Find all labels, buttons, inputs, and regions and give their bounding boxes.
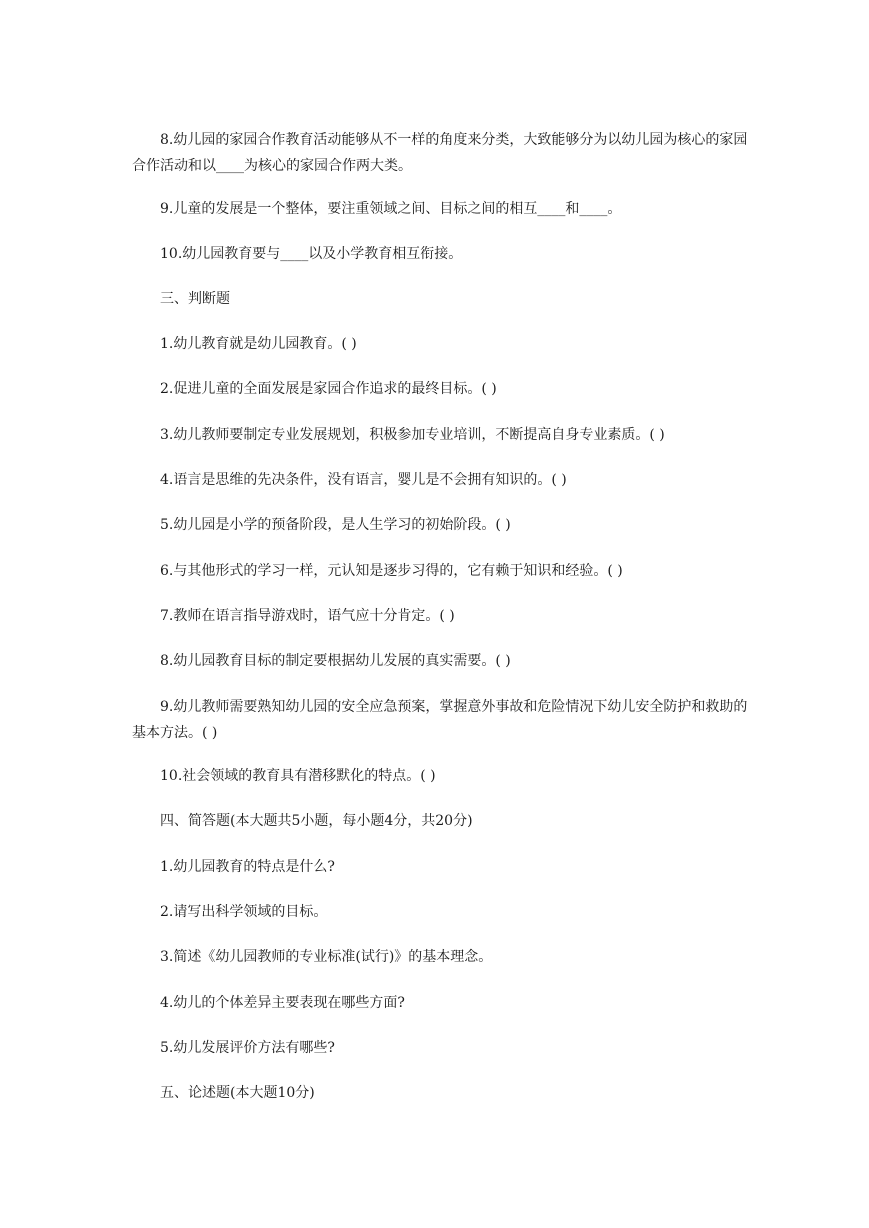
true-false-question-1: 1.幼儿教育就是幼儿园教育。( ) [160,336,357,352]
true-false-question-7: 7.教师在语言指导游戏时，语气应十分肯定。( ) [160,608,455,624]
short-answer-question-4: 4.幼儿的个体差异主要表现在哪些方面? [160,995,405,1011]
fill-blank-question-9: 9.儿童的发展是一个整体，要注重领域之间、目标之间的相互____和____。 [160,201,622,217]
short-answer-question-5: 5.幼儿发展评价方法有哪些? [160,1040,335,1056]
true-false-question-9: 9.幼儿教师需要熟知幼儿园的安全应急预案，掌握意外事故和危险情况下幼儿安全防护和救助的基本方法。( ) [132,699,748,741]
short-answer-question-2: 2.请写出科学领域的目标。 [160,904,328,920]
short-answer-question-1: 1.幼儿园教育的特点是什么? [160,859,335,875]
true-false-question-10: 10.社会领域的教育具有潜移默化的特点。( ) [160,768,436,784]
section-heading-essay: 五、论述题(本大题10分) [160,1085,315,1101]
true-false-question-2: 2.促进儿童的全面发展是家园合作追求的最终目标。( ) [160,381,497,397]
section-heading-short-answer: 四、简答题(本大题共5小题，每小题4分，共20分) [160,813,473,829]
true-false-question-3: 3.幼儿教师要制定专业发展规划，积极参加专业培训，不断提高自身专业素质。( ) [160,427,665,443]
short-answer-question-3: 3.简述《幼儿园教师的专业标准(试行)》的基本理念。 [160,949,493,965]
true-false-question-4: 4.语言是思维的先决条件，没有语言，婴儿是不会拥有知识的。( ) [160,472,567,488]
section-heading-true-false: 三、判断题 [160,291,230,307]
fill-blank-question-8: 8.幼儿园的家园合作教育活动能够从不一样的角度来分类，大致能够分为以幼儿园为核心的家园合作活动和以____为核心的家园合作两大类。 [132,132,748,174]
true-false-question-5: 5.幼儿园是小学的预备阶段，是人生学习的初始阶段。( ) [160,517,511,533]
fill-blank-question-10: 10.幼儿园教育要与____以及小学教育相互衔接。 [160,246,463,262]
true-false-question-8: 8.幼儿园教育目标的制定要根据幼儿发展的真实需要。( ) [160,653,511,669]
true-false-question-6: 6.与其他形式的学习一样，元认知是逐步习得的，它有赖于知识和经验。( ) [160,563,623,579]
